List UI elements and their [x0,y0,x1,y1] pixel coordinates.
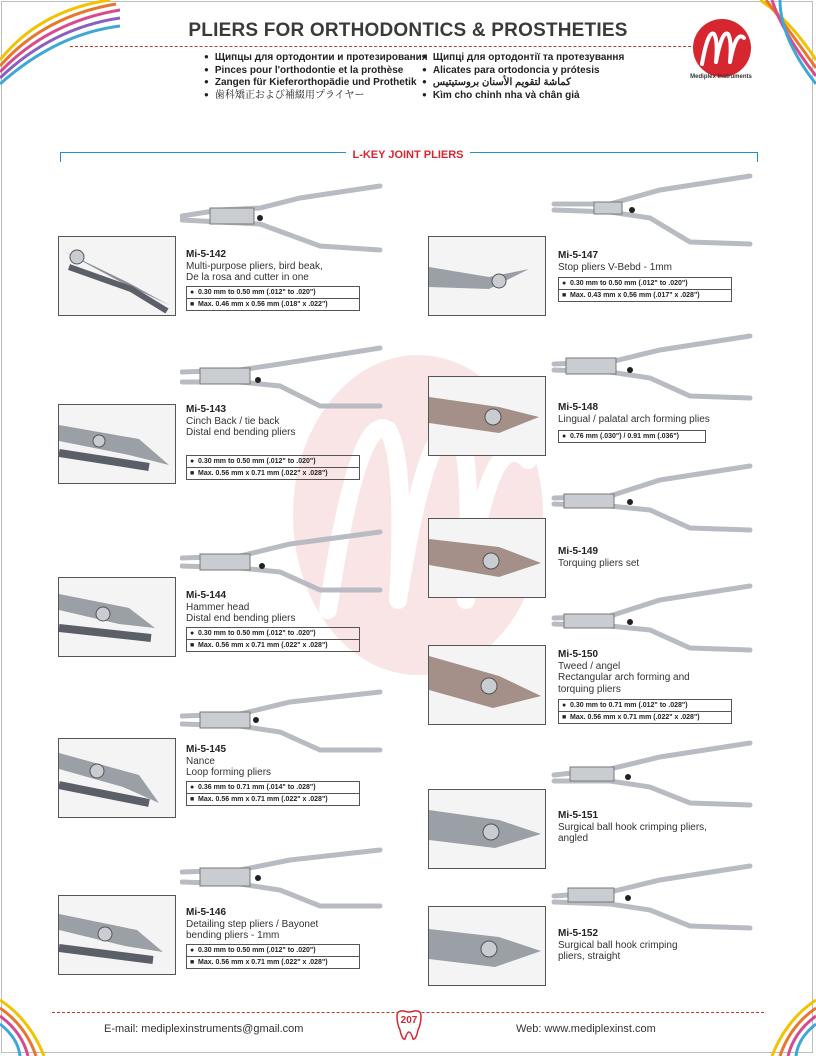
circle-icon: ● [190,629,195,637]
tool-image-mi-5-147 [550,170,760,250]
tool-image-mi-5-148 [550,330,760,410]
photo-mi-5-146 [58,895,176,975]
language-list-right [422,52,624,102]
product-mi-5-149 [558,546,758,569]
language-line-fr: ● Pinces pour l'orthodontie et la prothèse [204,65,428,78]
spec-row-wire-range: ● 0.30 mm to 0.50 mm (.012" to .020") [190,946,316,954]
product-mi-5-144 [186,590,386,652]
product-description-line: Hammer head [186,601,250,613]
spec-row-wire-range: ● 0.30 mm to 0.50 mm (.012" to .020") [190,457,316,465]
product-description-line: Tweed / angel [558,660,621,672]
photo-mi-5-143 [58,404,176,484]
photo-mi-5-148 [428,376,546,456]
product-mi-5-147 [558,250,758,302]
product-description-line: Torquing pliers set [558,557,640,569]
spec-row-wire-max: ■ Max. 0.56 mm x 0.71 mm (.022" x .028") [187,956,359,968]
product-description-line: angled [558,833,589,844]
language-line-uk: ● Щипці для ортодонтії та протезування [422,52,624,65]
product-code: Mi-5-147 [558,250,599,261]
tool-image-mi-5-152 [550,858,760,938]
page-number: 207 [400,1015,418,1026]
circle-icon: ● [190,783,195,791]
rainbow-swirl-bottom-left [0,990,60,1056]
square-icon: ■ [190,795,195,803]
page-number-badge [392,1008,426,1042]
tool-image-mi-5-151 [550,735,760,815]
circle-icon: ● [190,457,195,465]
language-line-jp: ● 歯科矯正および補綴用プライヤー [204,90,428,103]
spec-row-wire-range: ● 0.30 mm to 0.71 mm (.012" to .028") [562,702,688,709]
product-mi-5-146 [186,907,386,969]
language-line-ru: ● Щипцы для ортодонтии и протезирования [204,52,428,65]
tool-image-mi-5-150 [550,578,760,658]
product-description-line: Multi-purpose pliers, bird beak, [186,260,323,272]
product-mi-5-151 [558,810,758,845]
product-code: Mi-5-144 [186,590,227,601]
spec-row-wire-range: ● 0.30 mm to 0.50 mm (.012" to .020") [190,629,316,637]
product-code: Mi-5-142 [186,249,227,260]
product-description-line: Surgical ball hook crimping [558,939,678,951]
square-icon: ■ [190,300,195,308]
square-icon: ■ [190,469,195,477]
product-description-line: Nance [186,755,215,767]
product-description-line: Loop forming pliers [186,767,272,778]
spec-table [186,455,360,480]
language-list-left [204,52,428,102]
circle-icon: ● [190,946,195,954]
language-line-ar: ● كماشة لتقويم الأسنان بروستيتيس [422,77,624,90]
circle-icon: ● [562,433,567,440]
spec-row-wire-max: ■ Max. 0.56 mm x 0.71 mm (.022" x .028") [559,711,731,723]
product-code: Mi-5-151 [558,810,599,821]
product-description-line: Detailing step pliers / Bayonet [186,918,319,930]
title-divider [70,46,726,47]
tool-image-mi-5-142 [180,180,390,260]
spec-table [186,286,360,311]
spec-row-wire-max: ■ Max. 0.43 mm x 0.56 mm (.017" x .028") [559,289,731,301]
product-code: Mi-5-150 [558,649,599,660]
product-code: Mi-5-148 [558,402,599,413]
spec-table [558,430,706,443]
product-mi-5-145 [186,744,386,806]
footer-email: E-mail: mediplexinstruments@gmail.com [104,1023,304,1035]
product-mi-5-148 [558,402,758,443]
tool-image-mi-5-144 [180,520,390,600]
footer-web: Web: www.mediplexinst.com [516,1023,656,1035]
product-code: Mi-5-149 [558,546,599,557]
product-mi-5-152 [558,928,758,963]
language-line-es: ● Alicates para ortodoncia y prótesis [422,65,624,78]
spec-row-wire-max: ■ Max. 0.56 mm x 0.71 mm (.022" x .028") [187,467,359,479]
product-mi-5-143 [186,404,386,480]
language-line-de: ● Zangen für Kieferorthopädie und Prothetik [204,77,428,90]
product-description-line: Stop pliers V-Bebd - 1mm [558,261,672,273]
spec-table [558,699,732,724]
square-icon: ■ [562,292,567,299]
square-icon: ■ [190,641,195,649]
tool-image-mi-5-149 [550,458,760,538]
photo-mi-5-145 [58,738,176,818]
product-description-line: torquing pliers [558,683,621,695]
rainbow-swirl-bottom-right [756,990,816,1056]
product-mi-5-150 [558,649,758,724]
product-mi-5-142 [186,249,386,311]
product-description-line: Lingual / palatal arch forming plies [558,413,710,425]
rainbow-swirl-top-right [760,0,816,90]
spec-row-wire-max: ■ Max. 0.56 mm x 0.71 mm (.022" x .028") [187,793,359,805]
photo-mi-5-144 [58,577,176,657]
photo-mi-5-152 [428,906,546,986]
spec-table [558,277,732,302]
spec-table [186,627,360,652]
page-title: PLIERS FOR ORTHODONTICS & PROSTHETIES [188,20,628,41]
photo-mi-5-147 [428,236,546,316]
product-description-line: pliers, straight [558,951,621,962]
product-description-line: bending pliers - 1mm [186,930,280,941]
product-description-line: Distal end bending pliers [186,427,296,438]
product-code: Mi-5-152 [558,928,599,939]
product-code: Mi-5-146 [186,907,227,918]
circle-icon: ● [562,280,567,287]
section-heading [0,145,816,163]
square-icon: ■ [190,958,195,966]
spec-table [186,781,360,806]
product-description-line: Surgical ball hook crimping pliers, [558,821,707,833]
spec-row-wire-range: ● 0.36 mm to 0.71 mm (.014" to .028") [190,783,316,791]
product-code: Mi-5-143 [186,404,227,415]
spec-row-wire-range: ● 0.30 mm to 0.50 mm (.012" to .020") [190,288,316,296]
product-description-line: De la rosa and cutter in one [186,272,309,283]
product-description-line: Rectangular arch forming and [558,672,690,683]
photo-mi-5-142 [58,236,176,316]
spec-row-wire-range: ● 0.30 mm to 0.50 mm (.012" to .020") [562,280,688,287]
rainbow-swirl-top-left [0,0,120,90]
spec-row-wire-max: ■ Max. 0.56 mm x 0.71 mm (.022" x .028") [187,639,359,651]
square-icon: ■ [562,714,567,721]
photo-mi-5-151 [428,789,546,869]
circle-icon: ● [562,702,567,709]
spec-row-wire-size: ● 0.76 mm (.030") / 0.91 mm (.036") [562,433,679,440]
product-description-line: Distal end bending pliers [186,613,296,624]
section-title-text: L-KEY JOINT PLIERS [346,149,469,161]
product-code: Mi-5-145 [186,744,227,755]
circle-icon: ● [190,288,195,296]
brand-name: Mediplex Instruments [690,74,752,80]
product-description-line: Cinch Back / tie back [186,415,280,427]
photo-mi-5-150 [428,645,546,725]
spec-row-wire-max: ■ Max. 0.46 mm x 0.56 mm (.018" x .022") [187,298,359,310]
language-line-vi: ● Kìm cho chỉnh nha và chân giả [422,90,624,103]
photo-mi-5-149 [428,518,546,598]
spec-table [186,944,360,969]
